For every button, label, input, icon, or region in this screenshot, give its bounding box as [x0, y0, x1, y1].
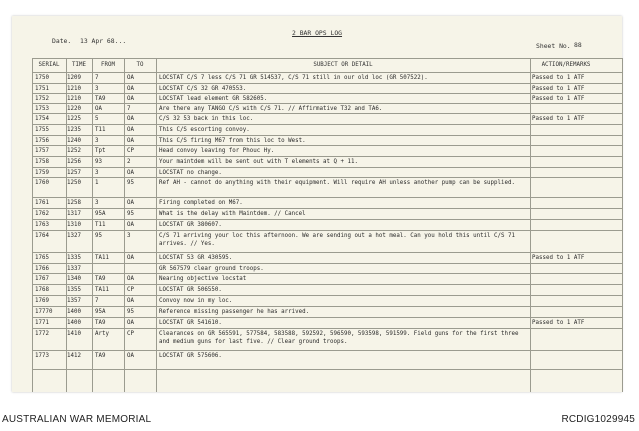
cell-from: 95A — [95, 211, 106, 217]
cell-time: 1209 — [67, 75, 81, 81]
cell-from: 7 — [95, 298, 99, 304]
column-rule — [622, 58, 623, 392]
cell-subject: This C/S escorting convoy. — [159, 127, 250, 133]
cell-serial: 1764 — [35, 233, 49, 239]
row-rule — [32, 197, 622, 198]
cell-from: TA11 — [95, 255, 109, 261]
cell-to: OA — [127, 116, 134, 122]
cell-serial: 1759 — [35, 170, 49, 176]
cell-time: 1310 — [67, 222, 81, 228]
column-header-to: TO — [136, 62, 144, 68]
row-rule — [32, 263, 622, 264]
cell-subject: LOCSTAT C/S 32 GR 470553. — [159, 86, 247, 92]
cell-serial: 1762 — [35, 211, 49, 217]
sheet-label: Sheet No. — [536, 42, 571, 50]
cell-from: T11 — [95, 222, 106, 228]
cell-from: TA9 — [95, 276, 106, 282]
cell-subject: Your maintdem will be sent out with T elements at Q + 11. — [159, 159, 358, 165]
cell-subject: C/S 32 53 back in this loc. — [159, 116, 254, 122]
cell-subject: GR 567579 clear ground troops. — [159, 266, 264, 272]
cell-to: 95 — [127, 180, 134, 186]
cell-to: OA — [127, 276, 134, 282]
cell-from: 3 — [95, 138, 99, 144]
cell-serial: 1752 — [35, 96, 49, 102]
cell-to: 2 — [127, 159, 131, 165]
cell-to: OA — [127, 86, 134, 92]
cell-subject: LOCSTAT lead element GR 582605. — [159, 96, 268, 102]
cell-from: 5 — [95, 116, 99, 122]
column-header-from: FROM — [101, 62, 115, 68]
cell-from: 95 — [95, 233, 102, 239]
cell-time: 1327 — [67, 233, 81, 239]
cell-to: 95 — [127, 211, 134, 217]
cell-serial: 1763 — [35, 222, 49, 228]
cell-subject: LOCSTAT GR 380607. — [159, 222, 222, 228]
row-rule — [32, 58, 622, 59]
date-label: Date. — [52, 37, 72, 45]
cell-time: 1337 — [67, 266, 81, 272]
cell-from: 1 — [95, 180, 99, 186]
cell-from: Tpt — [95, 148, 106, 154]
cell-to: 3 — [127, 233, 131, 239]
cell-serial: 1755 — [35, 127, 49, 133]
cell-to: OA — [127, 75, 134, 81]
cell-subject: This C/S firing M67 from this loc to West. — [159, 138, 306, 144]
cell-time: 1357 — [67, 298, 81, 304]
cell-subject: Reference missing passenger he has arrived. — [159, 309, 310, 315]
cell-time: 1235 — [67, 127, 81, 133]
cell-time: 1252 — [67, 148, 81, 154]
cell-subject: LOCSTAT no change. — [159, 170, 222, 176]
cell-from: 3 — [95, 200, 99, 206]
row-rule — [32, 284, 622, 285]
cell-time: 1210 — [67, 96, 81, 102]
cell-subject: Nearing objective locstat — [159, 276, 247, 282]
cell-time: 1220 — [67, 106, 81, 112]
row-rule — [32, 350, 622, 351]
column-rule — [156, 58, 157, 392]
row-rule — [32, 219, 622, 220]
cell-to: CP — [127, 331, 134, 337]
page-title: 2 BAR OPS LOG — [292, 29, 343, 37]
row-rule — [32, 156, 622, 157]
cell-action: Passed to 1 ATF — [532, 86, 585, 92]
cell-from: 3 — [95, 170, 99, 176]
cell-serial: 1761 — [35, 200, 49, 206]
cell-serial: 1758 — [35, 159, 49, 165]
cell-from: Arty — [95, 331, 109, 337]
cell-time: 1355 — [67, 287, 81, 293]
cell-serial: 1773 — [35, 353, 49, 359]
log-sheet — [12, 16, 622, 392]
row-rule — [32, 295, 622, 296]
cell-action: Passed to 1 ATF — [532, 116, 585, 122]
cell-to: OA — [127, 127, 134, 133]
cell-from: OA — [95, 106, 102, 112]
cell-subject: Clearances on GR 565591, 577584, 583588, 592592, 596590, 593598, 591599. Field guns for the first three and medium guns for last five. // Clear ground troops. — [159, 331, 522, 345]
footer-credit: AUSTRALIAN WAR MEMORIAL — [2, 414, 152, 425]
row-rule — [32, 72, 622, 73]
cell-to: CP — [127, 287, 134, 293]
cell-subject: Are there any TANGO C/S with C/S 71. // Affirmative T32 and TA6. — [159, 106, 383, 112]
cell-time: 1250 — [67, 180, 81, 186]
cell-subject: LOCSTAT GR 506550. — [159, 287, 222, 293]
cell-to: OA — [127, 138, 134, 144]
cell-subject: LOCSTAT 53 GR 430595. — [159, 255, 233, 261]
cell-from: 95A — [95, 309, 106, 315]
cell-serial: 1751 — [35, 86, 49, 92]
cell-from: 3 — [95, 86, 99, 92]
cell-to: OA — [127, 353, 134, 359]
cell-time: 1240 — [67, 138, 81, 144]
row-rule — [32, 317, 622, 318]
cell-action: Passed to 1 ATF — [532, 320, 585, 326]
cell-subject: Ref AH - cannot do anything with their equipment. Will require AH unless another pump can be supplied. — [159, 180, 515, 186]
cell-from: TA9 — [95, 353, 106, 359]
cell-subject: LOCSTAT GR 575606. — [159, 353, 222, 359]
column-rule — [32, 58, 33, 392]
cell-to: 7 — [127, 106, 131, 112]
cell-time: 1225 — [67, 116, 81, 122]
row-rule — [32, 306, 622, 307]
row-rule — [32, 328, 622, 329]
cell-serial: 1772 — [35, 331, 49, 337]
cell-serial: 1767 — [35, 276, 49, 282]
cell-serial: 1760 — [35, 180, 49, 186]
column-header-time: TIME — [72, 62, 86, 68]
row-rule — [32, 230, 622, 231]
cell-time: 1317 — [67, 211, 81, 217]
date-value: 13 Apr 68... — [80, 37, 127, 45]
cell-serial: 1769 — [35, 298, 49, 304]
cell-serial: 17770 — [35, 309, 53, 315]
column-header-serial: SERIAL — [38, 62, 60, 68]
cell-time: 1412 — [67, 353, 81, 359]
cell-time: 1335 — [67, 255, 81, 261]
cell-to: OA — [127, 320, 134, 326]
row-rule — [32, 208, 622, 209]
cell-serial: 1753 — [35, 106, 49, 112]
cell-from: TA9 — [95, 96, 106, 102]
cell-to: OA — [127, 170, 134, 176]
column-header-subject: SUBJECT OR DETAIL — [313, 62, 373, 68]
cell-action: Passed to 1 ATF — [532, 96, 585, 102]
sheet-number: 88 — [574, 41, 582, 49]
cell-subject: LOCSTAT C/S 7 less C/S 71 GR 514537, C/S 71 still in our old loc (GR 507522). — [159, 75, 428, 81]
column-rule — [92, 58, 93, 392]
cell-to: OA — [127, 200, 134, 206]
row-rule — [32, 135, 622, 136]
cell-time: 1257 — [67, 170, 81, 176]
row-rule — [32, 252, 622, 253]
row-rule — [32, 83, 622, 84]
cell-serial: 1756 — [35, 138, 49, 144]
cell-subject: LOCSTAT GR 541610. — [159, 320, 222, 326]
cell-action: Passed to 1 ATF — [532, 255, 585, 261]
cell-subject: What is the delay with Maintdem. // Cancel — [159, 211, 306, 217]
cell-serial: 1754 — [35, 116, 49, 122]
cell-to: 95 — [127, 309, 134, 315]
row-rule — [32, 167, 622, 168]
cell-time: 1410 — [67, 331, 81, 337]
cell-to: OA — [127, 298, 134, 304]
cell-from: 93 — [95, 159, 102, 165]
cell-subject: Firing completed on M67. — [159, 200, 243, 206]
cell-from: TA9 — [95, 320, 106, 326]
cell-action: Passed to 1 ATF — [532, 75, 585, 81]
cell-subject: C/S 71 arriving your loc this afternoon. We are sending out a hot meal. Can you hold this until C/S 71 arrives. // Yes. — [159, 233, 519, 247]
row-rule — [32, 369, 622, 370]
cell-serial: 1771 — [35, 320, 49, 326]
cell-subject: Head convoy leaving for Phouc Hy. — [159, 148, 275, 154]
cell-time: 1210 — [67, 86, 81, 92]
cell-serial: 1766 — [35, 266, 49, 272]
row-rule — [32, 124, 622, 125]
cell-from: T11 — [95, 127, 106, 133]
cell-to: CP — [127, 148, 134, 154]
cell-time: 1400 — [67, 320, 81, 326]
cell-serial: 1765 — [35, 255, 49, 261]
cell-serial: 1750 — [35, 75, 49, 81]
cell-from: 7 — [95, 75, 99, 81]
cell-time: 1340 — [67, 276, 81, 282]
cell-subject: Convoy now in my loc. — [159, 298, 233, 304]
cell-time: 1256 — [67, 159, 81, 165]
column-rule — [530, 58, 531, 392]
cell-serial: 1757 — [35, 148, 49, 154]
column-header-action: ACTION/REMARKS — [541, 62, 591, 68]
cell-from: TA11 — [95, 287, 109, 293]
footer-id: RCDIG1029945 — [561, 414, 635, 425]
column-rule — [124, 58, 125, 392]
cell-time: 1258 — [67, 200, 81, 206]
cell-time: 1400 — [67, 309, 81, 315]
cell-to: OA — [127, 255, 134, 261]
cell-to: OA — [127, 96, 134, 102]
cell-to: OA — [127, 222, 134, 228]
cell-serial: 1768 — [35, 287, 49, 293]
